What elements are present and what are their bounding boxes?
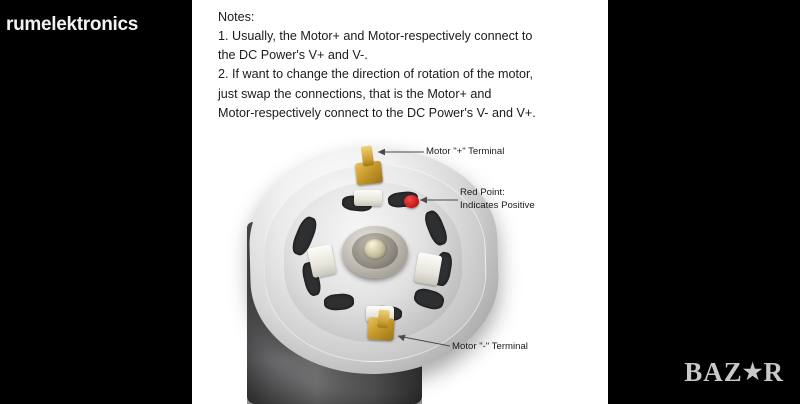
star-icon: ★ bbox=[742, 359, 764, 384]
notes-line-3: 2. If want to change the direction of rotation of the motor, bbox=[218, 67, 534, 82]
bazar-watermark bbox=[684, 357, 784, 388]
bazar-watermark-pre: BAZ bbox=[684, 357, 743, 387]
bazar-watermark-post: R bbox=[763, 357, 784, 387]
callout-red-point-line1: Red Point: bbox=[460, 187, 505, 198]
callout-negative-terminal: Motor "-" Terminal bbox=[452, 341, 528, 352]
seller-watermark: rumelektronics bbox=[6, 14, 139, 35]
notes-line-2: the DC Power's V+ and V-. bbox=[218, 48, 368, 63]
notes-heading: Notes: bbox=[218, 10, 255, 24]
motor-illustration bbox=[192, 130, 608, 404]
callout-red-point bbox=[460, 187, 535, 213]
callout-leader-lines bbox=[192, 130, 608, 404]
product-photo bbox=[192, 0, 608, 404]
callout-red-point-line2: Indicates Positive bbox=[460, 199, 535, 211]
notes-block bbox=[218, 8, 594, 123]
notes-line-1: 1. Usually, the Motor+ and Motor-respectively connect to bbox=[218, 29, 533, 44]
notes-line-4: just swap the connections, that is the Motor+ and bbox=[218, 86, 492, 101]
callout-positive-terminal: Motor "+" Terminal bbox=[426, 146, 505, 157]
notes-line-5: Motor-respectively connect to the DC Power's V- and V+. bbox=[218, 105, 536, 120]
